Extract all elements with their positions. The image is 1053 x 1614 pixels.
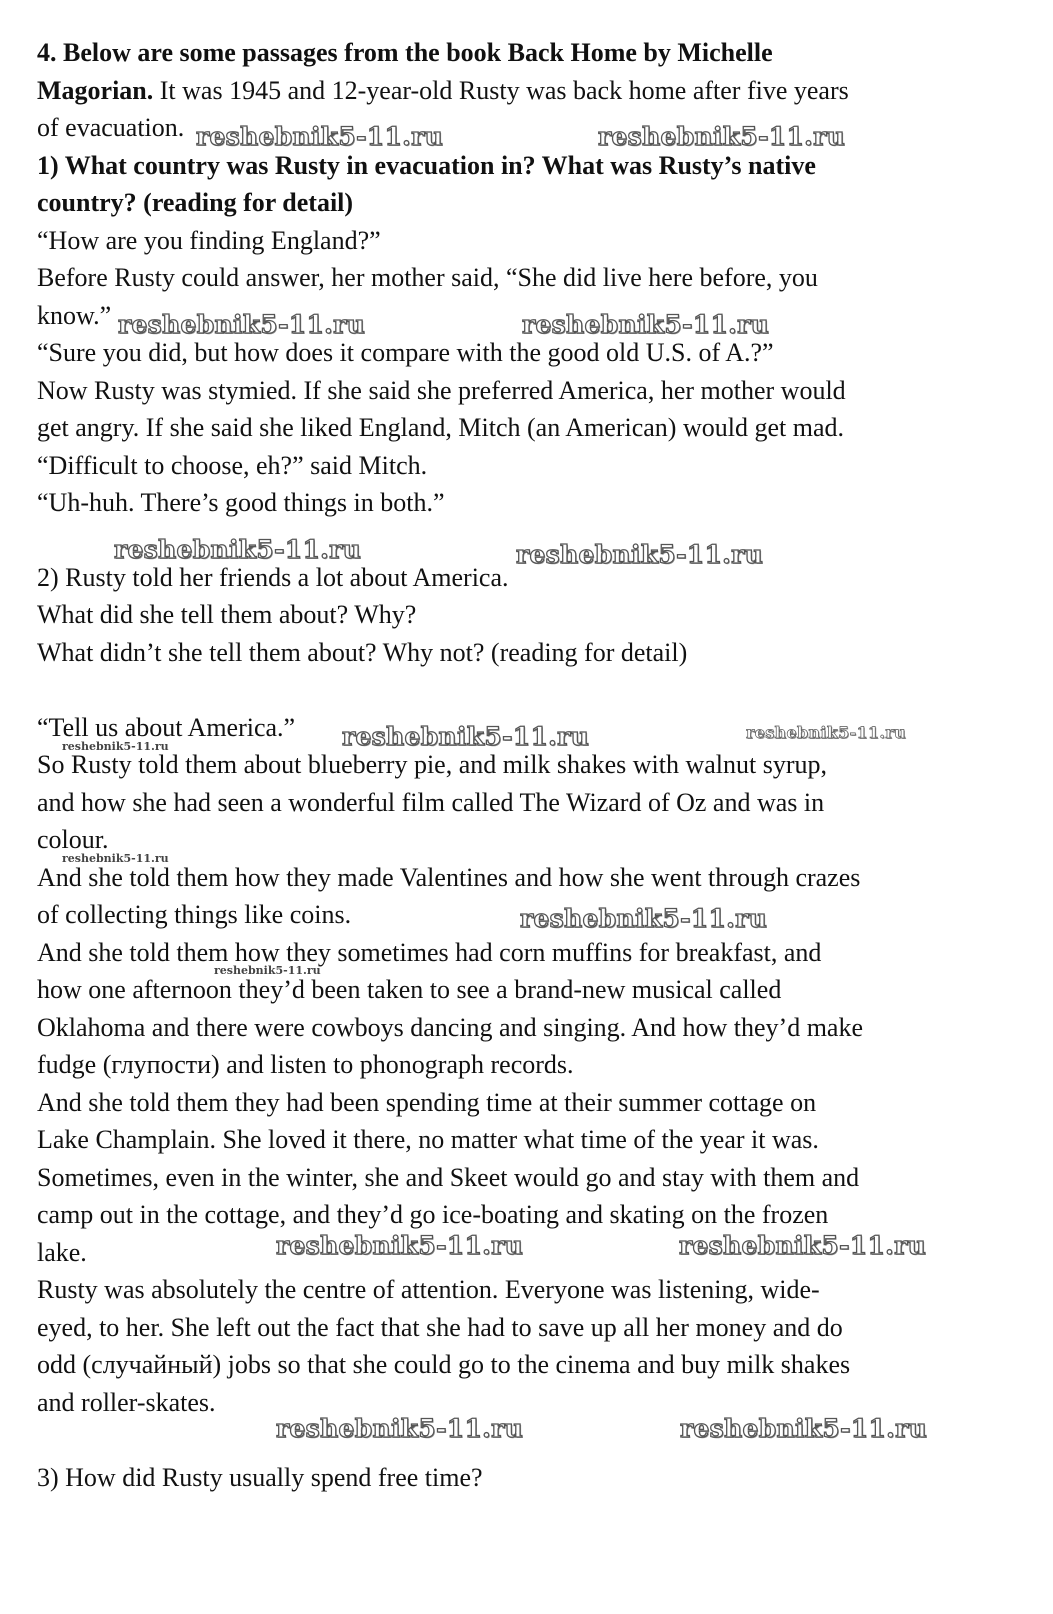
question-1-cont: country? (reading for detail) bbox=[37, 188, 354, 217]
text-line: and how she had seen a wonderful film called The Wizard of Oz and was in bbox=[37, 788, 825, 817]
question-1: 1) What country was Rusty in evacuation in? What was Rusty’s native bbox=[37, 151, 816, 180]
question-3: 3) How did Rusty usually spend free time? bbox=[37, 1463, 483, 1492]
text-line: Rusty was absolutely the centre of attention. Everyone was listening, wide- bbox=[37, 1275, 820, 1304]
question-2-part: What didn’t she tell them about? Why not? (reading for detail) bbox=[37, 638, 688, 667]
watermark: reshebnik5-11.ru bbox=[522, 310, 770, 339]
text-line: And she told them how they made Valentines and how she went through crazes bbox=[37, 863, 861, 892]
text-line: “Tell us about America.” bbox=[37, 713, 296, 742]
text-line: Sometimes, even in the winter, she and Skeet would go and stay with them and bbox=[37, 1163, 860, 1192]
question-2: 2) Rusty told her friends a lot about America. bbox=[37, 563, 509, 592]
watermark: reshebnik5-11.ru bbox=[276, 1414, 524, 1443]
text-line: colour. bbox=[37, 825, 109, 854]
watermark: reshebnik5-11.ru bbox=[118, 310, 366, 339]
text-line: camp out in the cottage, and they’d go ice-boating and skating on the frozen bbox=[37, 1200, 829, 1229]
watermark: reshebnik5-11.ru bbox=[62, 740, 169, 753]
watermark: reshebnik5-11.ru bbox=[214, 964, 321, 977]
text-line: of collecting things like coins. bbox=[37, 900, 352, 929]
watermark: reshebnik5-11.ru bbox=[342, 722, 590, 751]
watermark: reshebnik5-11.ru bbox=[520, 904, 768, 933]
text-line: of evacuation. bbox=[37, 113, 185, 142]
text-line: get angry. If she said she liked England, Mitch (an American) would get mad. bbox=[37, 413, 844, 442]
watermark: reshebnik5-11.ru bbox=[114, 535, 362, 564]
text-line: how one afternoon they’d been taken to see a brand-new musical called bbox=[37, 975, 782, 1004]
text-line: fudge (глупости) and listen to phonograph records. bbox=[37, 1050, 574, 1079]
text-line: “Uh-huh. There’s good things in both.” bbox=[37, 488, 445, 517]
task-heading: 4. Below are some passages from the book Back Home by Michelle bbox=[37, 38, 773, 67]
text-line: So Rusty told them about blueberry pie, and milk shakes with walnut syrup, bbox=[37, 750, 828, 779]
watermark: reshebnik5-11.ru bbox=[679, 1231, 927, 1260]
watermark: reshebnik5-11.ru bbox=[746, 723, 906, 742]
watermark: reshebnik5-11.ru bbox=[62, 852, 169, 865]
text-line: “How are you finding England?” bbox=[37, 226, 381, 255]
text-line: eyed, to her. She left out the fact that she had to save up all her money and do bbox=[37, 1313, 843, 1342]
question-2-part: What did she tell them about? Why? bbox=[37, 600, 417, 629]
text-line: Oklahoma and there were cowboys dancing and singing. And how they’d make bbox=[37, 1013, 864, 1042]
watermark: reshebnik5-11.ru bbox=[276, 1231, 524, 1260]
text-line: Before Rusty could answer, her mother said, “She did live here before, you bbox=[37, 263, 818, 292]
watermark: reshebnik5-11.ru bbox=[196, 122, 444, 151]
intro-text: It was 1945 and 12-year-old Rusty was back home after five years bbox=[153, 76, 849, 105]
text-line: Lake Champlain. She loved it there, no matter what time of the year it was. bbox=[37, 1125, 819, 1154]
text-line: odd (случайный) jobs so that she could go to the cinema and buy milk shakes bbox=[37, 1350, 851, 1379]
text-line: And she told them they had been spending time at their summer cottage on bbox=[37, 1088, 817, 1117]
text-line: and roller-skates. bbox=[37, 1388, 216, 1417]
author-name: Magorian. bbox=[37, 76, 154, 105]
text-line: Now Rusty was stymied. If she said she preferred America, her mother would bbox=[37, 376, 846, 405]
watermark: reshebnik5-11.ru bbox=[516, 540, 764, 569]
text-line: know.” bbox=[37, 301, 112, 330]
text-line: “Sure you did, but how does it compare with the good old U.S. of A.?” bbox=[37, 338, 774, 367]
intro-line bbox=[37, 76, 849, 106]
watermark: reshebnik5-11.ru bbox=[680, 1414, 928, 1443]
text-line: “Difficult to choose, eh?” said Mitch. bbox=[37, 451, 428, 480]
watermark: reshebnik5-11.ru bbox=[598, 122, 846, 151]
text-line: lake. bbox=[37, 1238, 87, 1267]
text-line: And she told them how they sometimes had corn muffins for breakfast, and bbox=[37, 938, 822, 967]
